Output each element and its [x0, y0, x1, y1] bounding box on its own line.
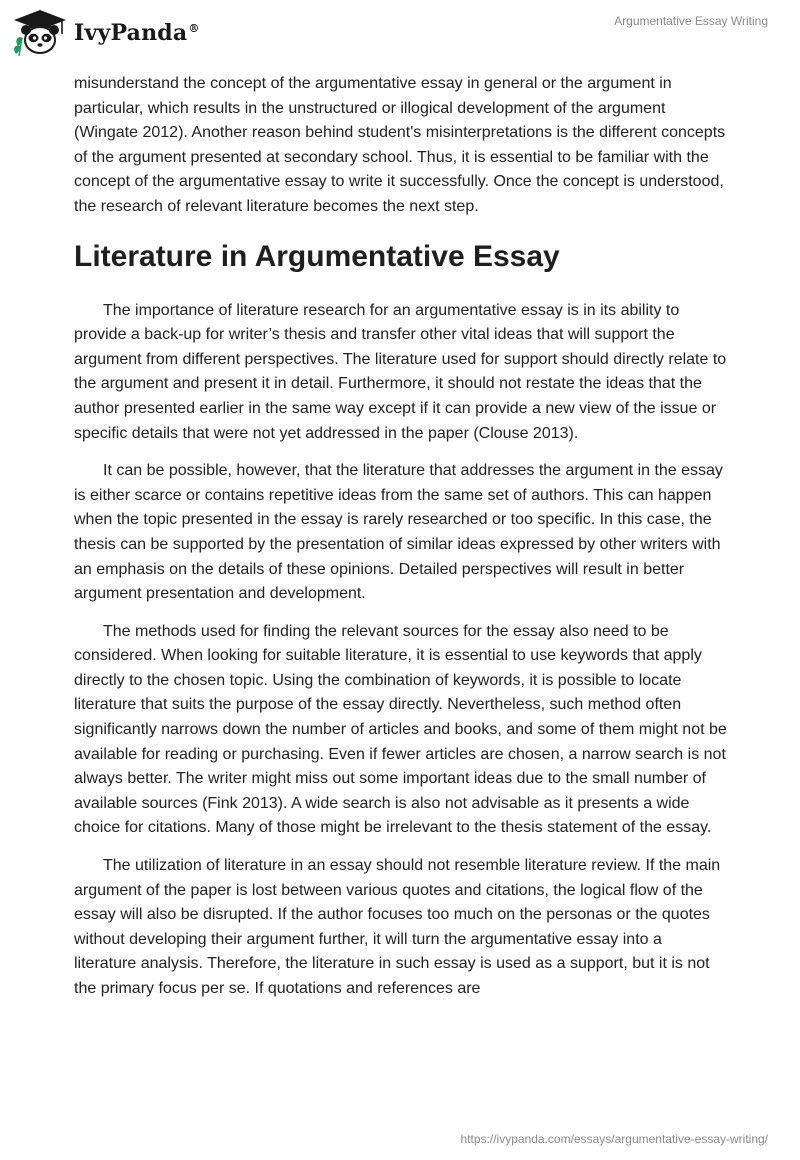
document-title: Argumentative Essay Writing	[614, 14, 768, 28]
page-header	[0, 0, 800, 70]
logo-text: IvyPanda	[74, 20, 188, 46]
registered-mark: ®	[188, 21, 200, 35]
body-paragraph: The importance of literature research for an argumentative essay is in its ability to provide a back-up for writer’s thesis and transfer other vital ideas that will support the argument from different perspectives. The literature used for support should directly relate to the argument and present it in detail. Furthermore, it should not restate the ideas that the author presented earlier in the same way except if it can provide a new view of the issue or specific details that were not yet addressed in the paper (Clouse 2013).	[74, 301, 727, 442]
ivypanda-logo[interactable]	[12, 8, 200, 58]
logo-wordmark	[74, 20, 200, 46]
source-url[interactable]: https://ivypanda.com/essays/argumentative-essay-writing/	[460, 1132, 768, 1146]
panda-graduation-icon	[12, 8, 68, 58]
body-paragraph: It can be possible, however, that the literature that addresses the argument in the essay is either scarce or contains repetitive ideas from the same set of authors. This can happen when the topic presented in the essay is rarely researched or too specific. In this case, the thesis can be supported by the presentation of similar ideas expressed by other writers with an emphasis on the details of these opinions. Detailed perspectives will result in better argument presentation and development.	[74, 462, 723, 603]
section-heading: Literature in Argumentative Essay	[74, 239, 560, 273]
body-paragraph: The utilization of literature in an essay should not resemble literature review. If the main argument of the paper is lost between various quotes and citations, the logical flow of the essay will also be disrupted. If the author focuses too much on the personas or the quotes without developing their argument further, it will turn the argumentative essay into a literature analysis. Therefore, the literature in such essay is used as a support, but it is not the primary focus per se. If quotations and references are	[74, 857, 721, 997]
body-paragraph: The methods used for finding the relevant sources for the essay also need to be considered. When looking for suitable literature, it is essential to use keywords that apply directly to the chosen topic. Using the combination of keywords, it is possible to locate literature that suits the purpose of the essay directly. Nevertheless, such method often significantly narrows down the number of articles and books, and some of them might not be available for reading or purchasing. Even if fewer articles are chosen, a narrow search is not always better. The writer might miss out some important ideas due to the small number of available sources (Fink 2013). A wide search is also not advisable as it presents a wide choice for citations. Many of those might be irrelevant to the thesis statement of the essay.	[74, 622, 727, 837]
essay-content	[74, 72, 728, 1015]
intro-paragraph: misunderstand the concept of the argumentative essay in general or the argument in particular, which results in the unstructured or illogical development of the argument (Wingate 2012). Another reason behind student's misinterpretations is the different concepts of the argument presented at secondary school. Thus, it is essential to be familiar with the concept of the argumentative essay to write it successfully. Once the concept is understood, the research of relevant literature becomes the next step.	[74, 75, 726, 215]
